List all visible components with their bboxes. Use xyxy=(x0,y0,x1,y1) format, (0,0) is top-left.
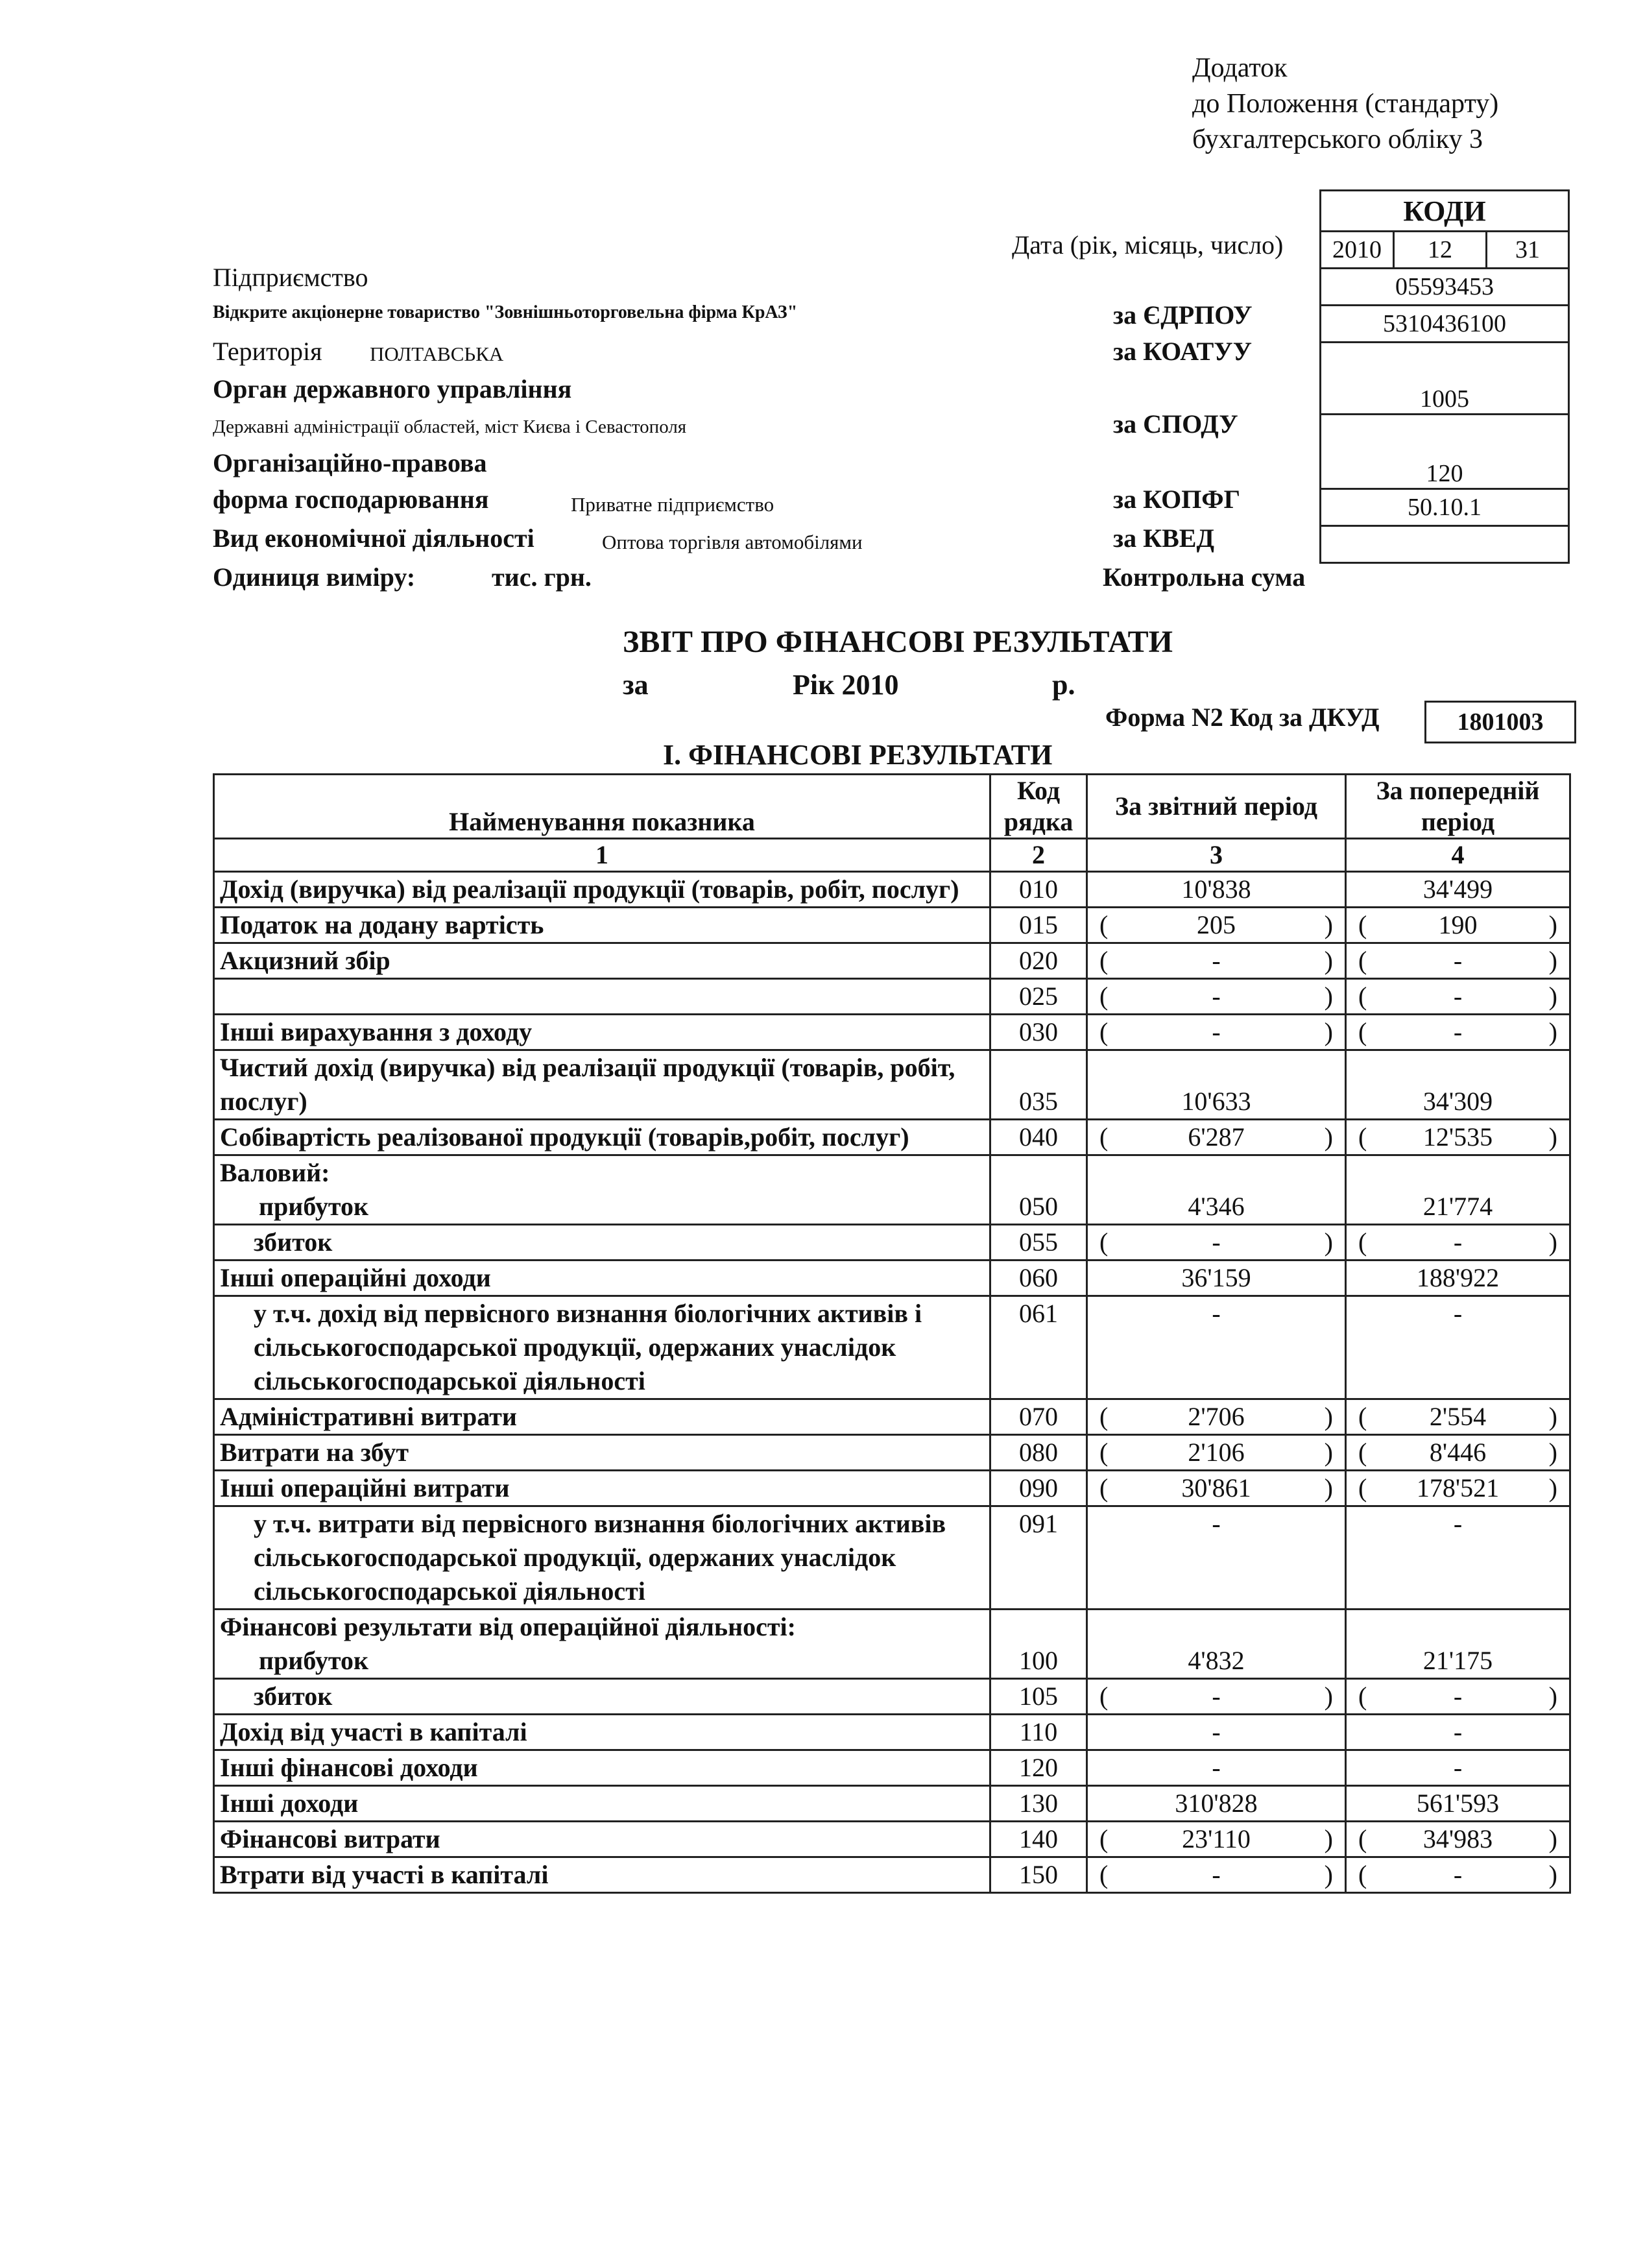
current-period-value: - xyxy=(1212,1860,1221,1889)
row-name xyxy=(214,1750,990,1786)
row-name-line: Адміністративні витрати xyxy=(220,1402,517,1431)
previous-period xyxy=(1346,1857,1570,1893)
period-prefix: за xyxy=(623,669,649,701)
current-period-value: - xyxy=(1212,1227,1221,1257)
paren-open: ( xyxy=(1358,1017,1367,1046)
row-name-line: Інші фінансові доходи xyxy=(220,1753,478,1782)
control-sum-label: Контрольна сума xyxy=(1103,562,1306,592)
header-code: Код рядка xyxy=(990,775,1087,839)
table-row xyxy=(214,1750,1570,1786)
previous-period xyxy=(1346,1610,1570,1679)
current-period xyxy=(1087,1506,1346,1610)
row-name xyxy=(214,1261,990,1296)
table-row xyxy=(214,872,1570,908)
current-period xyxy=(1087,1610,1346,1679)
table-row xyxy=(214,1225,1570,1261)
row-name xyxy=(214,1822,990,1857)
row-code: 091 xyxy=(990,1506,1087,1610)
koatuu-code: 5310436100 xyxy=(1321,306,1569,343)
previous-period-value: 8'446 xyxy=(1429,1438,1487,1467)
table-row xyxy=(214,1857,1570,1893)
paren-close: ) xyxy=(1548,1824,1557,1853)
current-period-value: 310'828 xyxy=(1175,1789,1258,1818)
date-label: Дата (рік, місяць, число) xyxy=(1012,230,1284,259)
row-name-line: Собівартість реалізованої продукції (товарів,робіт, послуг) xyxy=(220,1122,909,1152)
paren-open: ( xyxy=(1099,1682,1109,1711)
row-code: 025 xyxy=(990,979,1087,1015)
current-period xyxy=(1087,1822,1346,1857)
previous-period xyxy=(1346,1296,1570,1399)
row-name-line: Податок на додану вартість xyxy=(220,910,544,939)
table-row xyxy=(214,1120,1570,1155)
current-period-value: - xyxy=(1212,1753,1221,1782)
paren-open: ( xyxy=(1099,1017,1109,1046)
row-name-line: у т.ч. витрати від первісного визнання біологічних активів сільськогосподарської продукції, одержаних унаслідок сільськогосподарської діяльності xyxy=(254,1509,946,1606)
paren-close: ) xyxy=(1548,1682,1557,1711)
current-period xyxy=(1087,1399,1346,1435)
current-period xyxy=(1087,1015,1346,1050)
row-code: 090 xyxy=(990,1471,1087,1506)
previous-period xyxy=(1346,1679,1570,1715)
row-name xyxy=(214,908,990,943)
current-period-value: 205 xyxy=(1197,910,1236,939)
previous-period xyxy=(1346,1786,1570,1822)
paren-open: ( xyxy=(1099,1122,1109,1152)
current-period-value: 6'287 xyxy=(1188,1122,1245,1152)
row-name xyxy=(214,1679,990,1715)
edrpou-label: за ЄДРПОУ xyxy=(1113,300,1253,330)
period-suffix: р. xyxy=(1052,669,1075,701)
table-row xyxy=(214,1715,1570,1750)
header-num-3: 3 xyxy=(1087,839,1346,872)
date-month: 12 xyxy=(1394,232,1487,269)
activity-value: Оптова торгівля автомобілями xyxy=(602,531,863,553)
spodu-code: 1005 xyxy=(1321,343,1569,415)
previous-period-value: - xyxy=(1453,1227,1463,1257)
previous-period xyxy=(1346,872,1570,908)
row-name xyxy=(214,1506,990,1610)
current-period xyxy=(1087,979,1346,1015)
territory-label: Територія xyxy=(213,337,322,366)
current-period-value: 2'106 xyxy=(1188,1438,1245,1467)
previous-period-value: - xyxy=(1453,982,1463,1011)
legal-form-label-2: форма господарювання xyxy=(213,485,489,514)
paren-close: ) xyxy=(1324,1860,1333,1889)
row-name-line: прибуток xyxy=(259,1646,368,1675)
row-name-line: Втрати від участі в капіталі xyxy=(220,1860,549,1889)
row-name xyxy=(214,1296,990,1399)
paren-open: ( xyxy=(1099,910,1109,939)
date-year: 2010 xyxy=(1321,232,1394,269)
current-period-value: - xyxy=(1212,946,1221,975)
paren-close: ) xyxy=(1548,1227,1557,1257)
previous-period xyxy=(1346,1435,1570,1471)
paren-open: ( xyxy=(1358,1682,1367,1711)
kopfg-label: за КОПФГ xyxy=(1113,485,1241,514)
header-num-1: 1 xyxy=(214,839,990,872)
paren-open: ( xyxy=(1099,1402,1109,1431)
paren-open: ( xyxy=(1358,1227,1367,1257)
table-row xyxy=(214,1610,1570,1679)
row-name-line: Фінансові результати від операційної діяльності: xyxy=(220,1612,796,1641)
current-period xyxy=(1087,1750,1346,1786)
current-period xyxy=(1087,1120,1346,1155)
table-row xyxy=(214,908,1570,943)
paren-open: ( xyxy=(1099,1438,1109,1467)
current-period xyxy=(1087,1050,1346,1120)
current-period-value: 4'346 xyxy=(1188,1192,1245,1221)
paren-close: ) xyxy=(1548,946,1557,975)
authority-value: Державні адміністрації областей, міст Києва і Севастополя xyxy=(213,416,687,437)
spodu-label: за СПОДУ xyxy=(1113,409,1238,439)
row-code: 120 xyxy=(990,1750,1087,1786)
row-name xyxy=(214,1435,990,1471)
authority-label: Орган державного управління xyxy=(213,374,572,404)
current-period xyxy=(1087,872,1346,908)
row-code: 020 xyxy=(990,943,1087,979)
codes-box xyxy=(1319,189,1570,564)
previous-period xyxy=(1346,1506,1570,1610)
current-period xyxy=(1087,1225,1346,1261)
current-period xyxy=(1087,1679,1346,1715)
previous-period-value: 178'521 xyxy=(1416,1473,1500,1502)
current-period-value: 30'861 xyxy=(1181,1473,1251,1502)
edrpou-code: 05593453 xyxy=(1321,269,1569,306)
paren-close: ) xyxy=(1324,1473,1333,1502)
row-name xyxy=(214,1225,990,1261)
header-previous: За попередній період xyxy=(1346,775,1570,839)
row-code: 150 xyxy=(990,1857,1087,1893)
previous-period xyxy=(1346,1155,1570,1225)
paren-open: ( xyxy=(1099,946,1109,975)
current-period-value: - xyxy=(1212,1509,1221,1538)
paren-open: ( xyxy=(1099,1473,1109,1502)
previous-period-value: 34'309 xyxy=(1422,1087,1493,1116)
previous-period-value: - xyxy=(1453,1860,1463,1889)
row-name-line: Інші операційні доходи xyxy=(220,1263,491,1292)
current-period-value: - xyxy=(1212,1017,1221,1046)
current-period-value: - xyxy=(1212,1682,1221,1711)
row-code: 105 xyxy=(990,1679,1087,1715)
activity-label: Вид економічної діяльності xyxy=(213,524,534,553)
control-sum-code xyxy=(1321,526,1569,563)
current-period-value: - xyxy=(1212,1299,1221,1328)
row-code: 015 xyxy=(990,908,1087,943)
current-period-value: 10'633 xyxy=(1181,1087,1251,1116)
previous-period-value: 188'922 xyxy=(1416,1263,1500,1292)
legal-form-value: Приватне підприємство xyxy=(571,493,774,516)
territory-value: ПОЛТАВСЬКА xyxy=(370,343,504,365)
paren-open: ( xyxy=(1358,1473,1367,1502)
row-name-line: Інші вирахування з доходу xyxy=(220,1017,533,1046)
paren-close: ) xyxy=(1548,1473,1557,1502)
paren-close: ) xyxy=(1324,1402,1333,1431)
paren-close: ) xyxy=(1548,910,1557,939)
current-period-value: 23'110 xyxy=(1182,1824,1251,1853)
current-period-value: 4'832 xyxy=(1188,1646,1245,1675)
previous-period-value: 21'774 xyxy=(1422,1192,1493,1221)
previous-period-value: - xyxy=(1453,1299,1463,1328)
row-code: 035 xyxy=(990,1050,1087,1120)
previous-period xyxy=(1346,1015,1570,1050)
paren-close: ) xyxy=(1324,1227,1333,1257)
previous-period xyxy=(1346,1225,1570,1261)
date-day: 31 xyxy=(1487,232,1569,269)
row-code: 100 xyxy=(990,1610,1087,1679)
row-name xyxy=(214,1399,990,1435)
row-name xyxy=(214,979,990,1015)
paren-close: ) xyxy=(1548,1438,1557,1467)
previous-period-value: - xyxy=(1453,946,1463,975)
paren-close: ) xyxy=(1548,1402,1557,1431)
paren-open: ( xyxy=(1358,1122,1367,1152)
row-name-line: Валовий: xyxy=(220,1158,330,1187)
row-code: 060 xyxy=(990,1261,1087,1296)
table-row xyxy=(214,1435,1570,1471)
previous-period xyxy=(1346,908,1570,943)
table-row xyxy=(214,1155,1570,1225)
previous-period xyxy=(1346,1050,1570,1120)
row-name xyxy=(214,1610,990,1679)
table-row xyxy=(214,979,1570,1015)
row-code: 040 xyxy=(990,1120,1087,1155)
previous-period xyxy=(1346,1120,1570,1155)
appendix-line: бухгалтерського обліку 3 xyxy=(1192,125,1483,154)
row-code: 061 xyxy=(990,1296,1087,1399)
unit-value: тис. грн. xyxy=(492,562,592,592)
table-row xyxy=(214,1296,1570,1399)
row-name-line: Чистий дохід (виручка) від реалізації продукції (товарів, робіт, послуг) xyxy=(220,1053,955,1116)
row-name xyxy=(214,943,990,979)
paren-close: ) xyxy=(1548,982,1557,1011)
row-name-line: Інші операційні витрати xyxy=(220,1473,510,1502)
row-name-line: збиток xyxy=(254,1682,333,1711)
paren-open: ( xyxy=(1358,1824,1367,1853)
row-name-line: збиток xyxy=(254,1227,333,1257)
row-code: 055 xyxy=(990,1225,1087,1261)
paren-open: ( xyxy=(1358,946,1367,975)
enterprise-label: Підприємство xyxy=(213,263,368,292)
header-num-2: 2 xyxy=(990,839,1087,872)
row-name-line: прибуток xyxy=(259,1192,368,1221)
previous-period-value: - xyxy=(1453,1717,1463,1746)
current-period xyxy=(1087,1296,1346,1399)
financial-results-table xyxy=(213,773,1571,1894)
paren-close: ) xyxy=(1324,1824,1333,1853)
current-period xyxy=(1087,1857,1346,1893)
paren-close: ) xyxy=(1548,1122,1557,1152)
codes-header: КОДИ xyxy=(1321,191,1569,232)
previous-period xyxy=(1346,1715,1570,1750)
previous-period-value: - xyxy=(1453,1682,1463,1711)
previous-period-value: - xyxy=(1453,1509,1463,1538)
paren-open: ( xyxy=(1358,1402,1367,1431)
paren-close: ) xyxy=(1324,910,1333,939)
table-row xyxy=(214,1506,1570,1610)
row-name-line: Акцизний збір xyxy=(220,946,390,975)
paren-close: ) xyxy=(1548,1860,1557,1889)
previous-period-value: - xyxy=(1453,1753,1463,1782)
previous-period-value: 561'593 xyxy=(1416,1789,1500,1818)
previous-period-value: 190 xyxy=(1438,910,1478,939)
paren-open: ( xyxy=(1099,1227,1109,1257)
current-period-value: 10'838 xyxy=(1181,875,1251,904)
row-code: 050 xyxy=(990,1155,1087,1225)
row-name-line: Фінансові витрати xyxy=(220,1824,440,1853)
row-code: 070 xyxy=(990,1399,1087,1435)
paren-close: ) xyxy=(1324,1122,1333,1152)
previous-period xyxy=(1346,1471,1570,1506)
appendix-line: Додаток xyxy=(1192,53,1288,83)
row-name-line: у т.ч. дохід від первісного визнання біологічних активів і сільськогосподарської продукції, одержаних унаслідок сільськогосподарської діяльності xyxy=(254,1299,922,1395)
row-name xyxy=(214,1015,990,1050)
current-period-value: - xyxy=(1212,1717,1221,1746)
row-name xyxy=(214,872,990,908)
current-period-value: - xyxy=(1212,982,1221,1011)
row-name-line: Витрати на збут xyxy=(220,1438,409,1467)
previous-period-value: 2'554 xyxy=(1429,1402,1487,1431)
table-row xyxy=(214,1261,1570,1296)
current-period xyxy=(1087,908,1346,943)
table-row xyxy=(214,1050,1570,1120)
paren-open: ( xyxy=(1358,910,1367,939)
paren-open: ( xyxy=(1099,1860,1109,1889)
table-row xyxy=(214,1399,1570,1435)
row-code: 030 xyxy=(990,1015,1087,1050)
paren-close: ) xyxy=(1324,1017,1333,1046)
current-period-value: 2'706 xyxy=(1188,1402,1245,1431)
row-code: 110 xyxy=(990,1715,1087,1750)
previous-period-value: 12'535 xyxy=(1422,1122,1493,1152)
section-title: І. ФІНАНСОВІ РЕЗУЛЬТАТИ xyxy=(663,739,1053,771)
table-row xyxy=(214,1679,1570,1715)
koatuu-label: за КОАТУУ xyxy=(1113,337,1252,366)
appendix-line: до Положення (стандарту) xyxy=(1192,89,1499,119)
current-period xyxy=(1087,943,1346,979)
current-period xyxy=(1087,1155,1346,1225)
legal-form-label-1: Організаційно-правова xyxy=(213,448,487,477)
kopfg-code: 120 xyxy=(1321,415,1569,489)
unit-label: Одиниця виміру: xyxy=(213,562,416,592)
table-row xyxy=(214,1015,1570,1050)
appendix-note xyxy=(1192,51,1498,158)
previous-period xyxy=(1346,1261,1570,1296)
current-period xyxy=(1087,1435,1346,1471)
row-name xyxy=(214,1155,990,1225)
row-code: 080 xyxy=(990,1435,1087,1471)
previous-period xyxy=(1346,979,1570,1015)
row-name-line: Дохід від участі в капіталі xyxy=(220,1717,527,1746)
row-name xyxy=(214,1857,990,1893)
header-current: За звітний період xyxy=(1087,775,1346,839)
paren-close: ) xyxy=(1548,1017,1557,1046)
paren-open: ( xyxy=(1358,1860,1367,1889)
period-value: Рік 2010 xyxy=(793,669,899,701)
previous-period xyxy=(1346,943,1570,979)
row-name-line: Інші доходи xyxy=(220,1789,359,1818)
form-label: Форма N2 Код за ДКУД xyxy=(1105,703,1380,732)
kved-label: за КВЕД xyxy=(1113,524,1214,553)
header-num-4: 4 xyxy=(1346,839,1570,872)
dkud-code: 1801003 xyxy=(1424,701,1576,743)
row-name xyxy=(214,1715,990,1750)
paren-close: ) xyxy=(1324,982,1333,1011)
paren-open: ( xyxy=(1099,1824,1109,1853)
row-name xyxy=(214,1050,990,1120)
previous-period xyxy=(1346,1750,1570,1786)
table-row xyxy=(214,1822,1570,1857)
row-code: 130 xyxy=(990,1786,1087,1822)
previous-period-value: - xyxy=(1453,1017,1463,1046)
previous-period xyxy=(1346,1399,1570,1435)
previous-period-value: 21'175 xyxy=(1422,1646,1493,1675)
row-code: 010 xyxy=(990,872,1087,908)
header-name: Найменування показника xyxy=(214,775,990,839)
enterprise-value: Відкрите акціонерне товариство "Зовнішньоторговельна фірма КрАЗ" xyxy=(213,302,798,322)
paren-open: ( xyxy=(1099,982,1109,1011)
table-row xyxy=(214,1786,1570,1822)
row-name xyxy=(214,1120,990,1155)
paren-close: ) xyxy=(1324,1438,1333,1467)
paren-close: ) xyxy=(1324,946,1333,975)
table-row xyxy=(214,943,1570,979)
previous-period-value: 34'499 xyxy=(1422,875,1493,904)
report-title: ЗВІТ ПРО ФІНАНСОВІ РЕЗУЛЬТАТИ xyxy=(623,625,1173,659)
row-code: 140 xyxy=(990,1822,1087,1857)
row-name xyxy=(214,1786,990,1822)
previous-period-value: 34'983 xyxy=(1422,1824,1493,1853)
previous-period xyxy=(1346,1822,1570,1857)
current-period xyxy=(1087,1471,1346,1506)
current-period xyxy=(1087,1261,1346,1296)
row-name-line: Дохід (виручка) від реалізації продукції (товарів, робіт, послуг) xyxy=(220,875,959,904)
current-period xyxy=(1087,1715,1346,1750)
table-row xyxy=(214,1471,1570,1506)
paren-open: ( xyxy=(1358,982,1367,1011)
paren-open: ( xyxy=(1358,1438,1367,1467)
paren-close: ) xyxy=(1324,1682,1333,1711)
table-body xyxy=(214,872,1570,1893)
current-period-value: 36'159 xyxy=(1181,1263,1251,1292)
row-name xyxy=(214,1471,990,1506)
current-period xyxy=(1087,1786,1346,1822)
kved-code: 50.10.1 xyxy=(1321,489,1569,526)
